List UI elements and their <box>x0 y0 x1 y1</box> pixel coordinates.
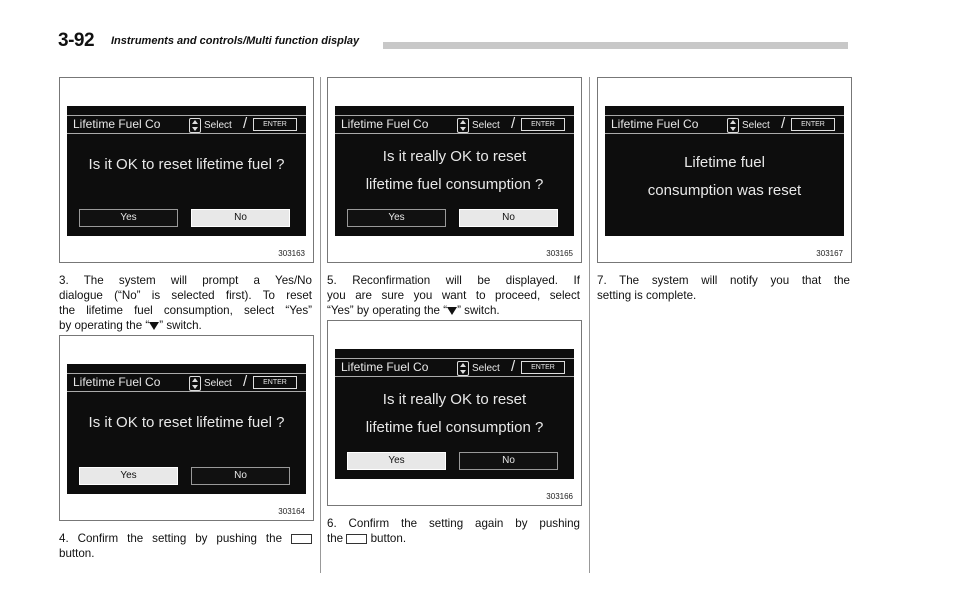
section-title: Instruments and controls/Multi function display <box>111 35 360 47</box>
no-button: No <box>459 209 558 227</box>
screen-message: Is it OK to reset lifetime fuel ? <box>88 156 285 173</box>
column-divider <box>320 77 321 573</box>
screen-message: Is it really OK to reset <box>382 391 527 408</box>
figure-303164 <box>59 335 314 521</box>
step-4-text <box>59 531 312 561</box>
text-line: you are sure you want to proceed, select <box>327 289 580 302</box>
text-line <box>327 303 580 318</box>
screen-title-bar <box>335 115 574 134</box>
figure-code: 303164 <box>278 507 305 516</box>
yes-button: Yes <box>347 452 446 470</box>
up-down-icon <box>457 118 469 133</box>
text-line: button. <box>59 547 95 560</box>
screen-message: consumption was reset <box>647 182 802 199</box>
yes-button: Yes <box>79 467 178 485</box>
text-fragment: 4. Confirm the setting by pushing the <box>59 532 283 545</box>
figure-code: 303167 <box>816 249 843 258</box>
text-line: dialogue (“No” is selected first). To reset <box>59 289 312 302</box>
yes-button: Yes <box>347 209 446 227</box>
select-label: Select <box>742 120 770 131</box>
slash: / <box>511 115 516 132</box>
screen-message: Lifetime fuel <box>684 154 765 171</box>
enter-button-icon <box>291 534 312 544</box>
enter-button-icon <box>346 534 367 544</box>
text-line: 3. The system will prompt a Yes/No <box>59 274 312 287</box>
up-down-icon <box>189 376 201 391</box>
up-down-icon <box>457 361 469 376</box>
text-line: 5. Reconfirmation will be displayed. If <box>327 274 580 287</box>
slash: / <box>511 358 516 375</box>
page-header <box>58 30 848 54</box>
column-divider <box>589 77 590 573</box>
text-line: the lifetime fuel consumption, select “Yes” <box>59 304 312 317</box>
screen-title-bar <box>335 358 574 377</box>
figure-code: 303163 <box>278 249 305 258</box>
screen-title: Lifetime Fuel Co <box>341 360 429 374</box>
text-line <box>59 318 312 333</box>
figure-code: 303165 <box>546 249 573 258</box>
figure-303166 <box>327 320 582 506</box>
no-button: No <box>191 467 290 485</box>
text-line <box>59 531 312 546</box>
text-fragment: ” switch. <box>159 319 202 332</box>
screen-title-bar <box>67 373 306 392</box>
screen-message: lifetime fuel consumption ? <box>365 419 544 436</box>
header-rule <box>383 42 848 49</box>
text-fragment: by operating the “ <box>59 319 150 332</box>
screen-message: Is it really OK to reset <box>382 148 527 165</box>
slash: / <box>243 373 248 390</box>
enter-icon: ENTER <box>521 118 565 131</box>
select-label: Select <box>472 363 500 374</box>
step-5-text <box>327 273 580 318</box>
enter-icon: ENTER <box>521 361 565 374</box>
slash: / <box>243 115 248 132</box>
text-fragment: “Yes” by operating the “ <box>327 304 448 317</box>
enter-icon: ENTER <box>253 376 297 389</box>
display-screen <box>67 364 306 494</box>
yes-button: Yes <box>79 209 178 227</box>
screen-message: Is it OK to reset lifetime fuel ? <box>88 414 285 431</box>
up-down-icon <box>189 118 201 133</box>
figure-code: 303166 <box>546 492 573 501</box>
down-triangle-switch-icon <box>149 322 159 330</box>
select-label: Select <box>204 120 232 131</box>
figure-303167 <box>597 77 852 263</box>
select-label: Select <box>204 378 232 389</box>
display-screen <box>605 106 844 236</box>
screen-title-bar <box>67 115 306 134</box>
no-button: No <box>459 452 558 470</box>
text-fragment: the <box>327 532 344 545</box>
screen-title: Lifetime Fuel Co <box>341 117 429 131</box>
step-6-text <box>327 516 580 546</box>
display-screen <box>335 106 574 236</box>
screen-title-bar <box>605 115 844 134</box>
enter-icon: ENTER <box>253 118 297 131</box>
screen-title: Lifetime Fuel Co <box>73 375 161 389</box>
text-line <box>327 531 580 546</box>
step-7-text <box>597 273 850 303</box>
text-line: 6. Confirm the setting again by pushing <box>327 517 580 530</box>
enter-icon: ENTER <box>791 118 835 131</box>
display-screen <box>67 106 306 236</box>
select-label: Select <box>472 120 500 131</box>
screen-message: lifetime fuel consumption ? <box>365 176 544 193</box>
text-line: 7. The system will notify you that the <box>597 274 850 287</box>
display-screen <box>335 349 574 479</box>
screen-title: Lifetime Fuel Co <box>73 117 161 131</box>
text-fragment: button. <box>370 532 407 545</box>
slash: / <box>781 115 786 132</box>
figure-303163 <box>59 77 314 263</box>
text-line: setting is complete. <box>597 289 697 302</box>
page-number: 3-92 <box>58 30 95 51</box>
figure-303165 <box>327 77 582 263</box>
down-triangle-switch-icon <box>447 307 457 315</box>
no-button: No <box>191 209 290 227</box>
up-down-icon <box>727 118 739 133</box>
screen-title: Lifetime Fuel Co <box>611 117 699 131</box>
step-3-text <box>59 273 312 333</box>
text-fragment: ” switch. <box>457 304 500 317</box>
